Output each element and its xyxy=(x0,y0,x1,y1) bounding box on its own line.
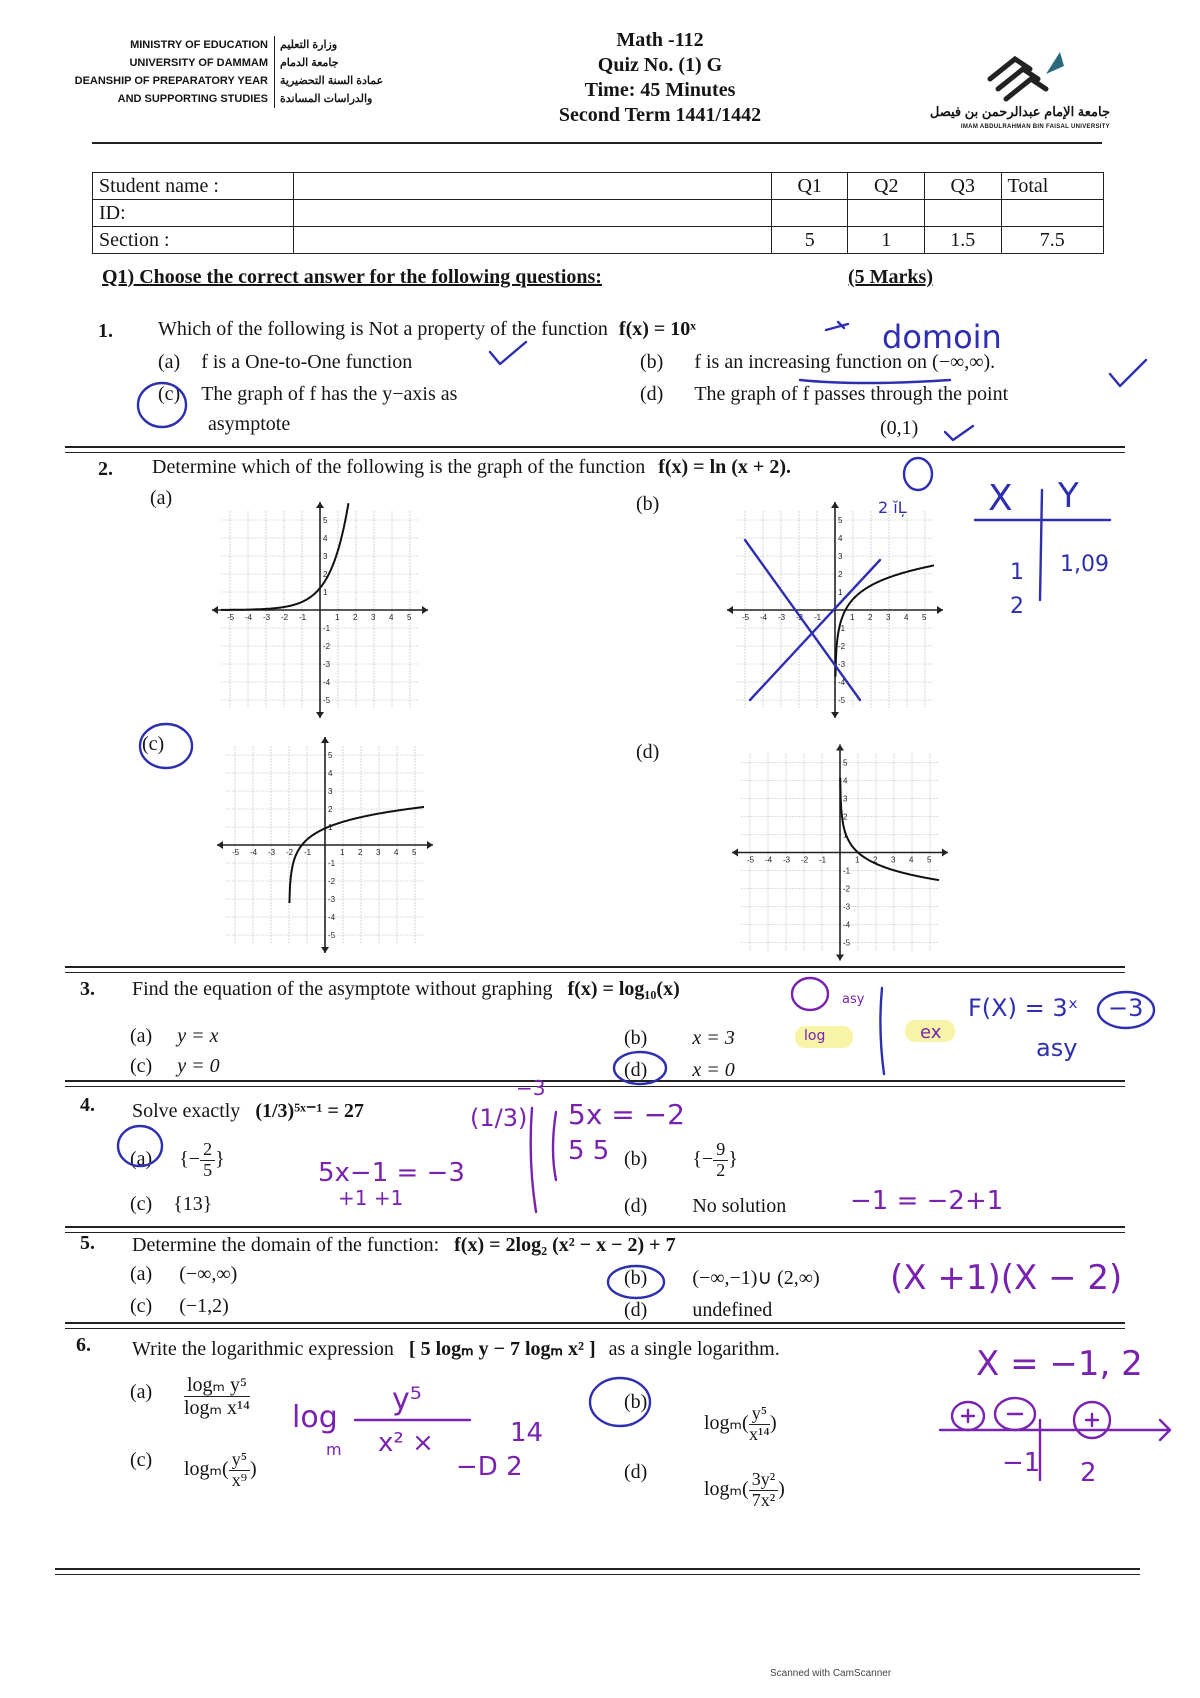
tick-label: 4 xyxy=(394,848,399,857)
question-function: f(x) = 2log₂ (x² − x − 2) + 7 xyxy=(454,1234,676,1256)
header-line-ar: عمادة السنة التحضيرية xyxy=(280,75,384,87)
option-label: (c) xyxy=(130,1193,153,1215)
tick-label: 1 xyxy=(843,830,848,840)
option-c-expr: logₘ( $\frac{\text{y⁵}}{\text{x⁹}}$ ) xyxy=(184,1449,257,1490)
handwritten-note: ex xyxy=(920,1022,942,1043)
handwritten-note: Y xyxy=(1058,476,1079,516)
option-text: The graph of f passes through the point xyxy=(694,383,1009,405)
handwritten-note: y⁵ xyxy=(392,1382,422,1417)
question-text: Solve exactly xyxy=(132,1100,241,1122)
fraction-denominator: 5 xyxy=(203,1159,213,1180)
quiz-time: Time: 45 Minutes xyxy=(584,79,736,101)
tick-label: 5 xyxy=(323,516,328,525)
tick-label: -3 xyxy=(263,613,271,622)
tick-label: 4 xyxy=(843,776,848,786)
q-number: 5. xyxy=(80,1232,95,1254)
option-label: (a) xyxy=(130,1381,153,1403)
tick-label: -5 xyxy=(323,696,331,705)
question-function: f(x) = ln (x + 2). xyxy=(658,456,791,478)
tick-label: -2 xyxy=(796,613,804,622)
course-title: Math -112 xyxy=(616,29,704,51)
q-number: 6. xyxy=(76,1334,91,1356)
tick-label: -2 xyxy=(843,884,851,894)
header-line-ar: جامعة الدمام xyxy=(280,57,339,69)
tick-label: -1 xyxy=(304,848,312,857)
tick-label: -5 xyxy=(747,855,755,865)
q3-marks: 1.5 xyxy=(925,227,1002,254)
log-prefix: logₘ( xyxy=(184,1457,229,1480)
handwritten-note: −3 xyxy=(516,1076,546,1100)
graph-option-b-label[interactable]: (b) xyxy=(636,493,660,515)
fraction-denominator: logₘ x¹⁴ xyxy=(184,1397,250,1419)
handwritten-note: log xyxy=(804,1028,826,1044)
tick-label: -4 xyxy=(838,678,846,687)
check-mark xyxy=(490,342,526,364)
tick-label: 1 xyxy=(838,588,843,597)
divider-mark xyxy=(553,1112,556,1180)
question-function: (1/3)⁵ˣ⁻¹ = 27 xyxy=(255,1100,364,1122)
quiz-number: Quiz No. (1) G xyxy=(597,54,723,76)
tick-label: -5 xyxy=(742,613,750,622)
header-line: DEANSHIP OF PREPARATORY YEAR xyxy=(75,72,275,90)
fraction-numerator: y⁵ xyxy=(749,1404,770,1425)
total-header: Total xyxy=(1001,173,1103,200)
question-function: f(x) = log₁₀(x) xyxy=(567,978,680,1000)
fraction-denominator: x¹⁴ xyxy=(748,1423,770,1444)
tick-label: 2 xyxy=(873,855,878,865)
q1-marks-label: (5 Marks) xyxy=(848,266,933,288)
circle-mark xyxy=(138,383,186,427)
option-text: The graph of f has the y−axis as xyxy=(201,383,458,405)
tick-label: 4 xyxy=(909,855,914,865)
handwritten-note: m xyxy=(326,1440,342,1459)
tick-label: 5 xyxy=(843,758,848,768)
question-text: Which of the following is Not a property of the function xyxy=(158,318,608,340)
tick-label: 4 xyxy=(389,613,394,622)
tick-label: -3 xyxy=(843,902,851,912)
handwritten-note: +1 +1 xyxy=(338,1186,404,1210)
tick-label: -1 xyxy=(814,613,822,622)
tick-label: 2 xyxy=(353,613,358,622)
fraction-denominator: x⁹ xyxy=(231,1469,247,1490)
fraction-numerator: y⁵ xyxy=(229,1450,250,1471)
tick-label: 5 xyxy=(412,848,417,857)
option-label: (a) xyxy=(130,1147,153,1170)
cross-out-mark xyxy=(745,540,880,700)
tick-label: 3 xyxy=(376,848,381,857)
graph-option-d-label[interactable]: (d) xyxy=(636,741,660,763)
tick-label: 2 xyxy=(838,570,843,579)
q3-header: Q3 xyxy=(925,173,1002,200)
tick-label: -3 xyxy=(778,613,786,622)
header-line: UNIVERSITY OF DAMMAM xyxy=(129,54,275,72)
handwritten-note: (1/3) xyxy=(470,1104,528,1132)
student-name-label: Student name : xyxy=(93,173,294,200)
handwritten-note: 5x = −2 xyxy=(568,1098,685,1131)
handwritten-note: asy xyxy=(842,992,865,1007)
q-number: 3. xyxy=(80,978,95,1000)
tick-label: 5 xyxy=(328,751,333,760)
option-text: {13} xyxy=(173,1193,213,1215)
university-name-en: IMAM ABDULRAHMAN BIN FAISAL UNIVERSITY xyxy=(960,124,1110,130)
tick-label: -5 xyxy=(232,848,240,857)
question-text-cont: as a single logarithm. xyxy=(608,1338,780,1360)
option-label: (a) xyxy=(158,351,181,373)
tick-label: 3 xyxy=(371,613,376,622)
handwritten-note: 14 xyxy=(510,1418,544,1448)
tick-label: -5 xyxy=(328,931,336,940)
tick-label: -1 xyxy=(843,866,851,876)
fraction-numerator: 9 xyxy=(713,1140,728,1161)
tick-label: -5 xyxy=(838,696,846,705)
circle-mark xyxy=(792,978,828,1010)
fraction-denominator: 2 xyxy=(716,1159,726,1180)
tick-label: -3 xyxy=(783,855,791,865)
option-text: y = x xyxy=(177,1025,219,1047)
graph-option-a-label[interactable]: (a) xyxy=(150,487,173,509)
handwritten-note: x² × xyxy=(378,1428,434,1458)
option-text: undefined xyxy=(692,1299,773,1321)
tick-label: -4 xyxy=(760,613,768,622)
handwritten-note: X = −1, 2 xyxy=(976,1344,1143,1384)
option-b[interactable]: (b) {− $\frac{9}{2}$ } xyxy=(624,1139,738,1180)
option-label: (c) xyxy=(130,1055,153,1077)
option-text: x = 0 xyxy=(692,1059,735,1081)
question-function: [ 5 logₘ y − 7 logₘ x² ] xyxy=(408,1338,596,1360)
handwritten-note: −D 2 xyxy=(456,1452,523,1482)
tick-label: 3 xyxy=(328,787,333,796)
option-label: (b) xyxy=(624,1027,648,1049)
option-label: (d) xyxy=(624,1299,648,1321)
tick-label: -4 xyxy=(250,848,258,857)
option-b-expr: logₘ( $\frac{\text{y⁵}}{\text{x¹⁴}}$ ) xyxy=(704,1403,777,1444)
divider-mark xyxy=(531,1108,536,1212)
option-text: f is an increasing function on (−∞,∞). xyxy=(694,351,996,373)
tick-label: -2 xyxy=(838,642,846,651)
handwritten-note: F(X) = 3ˣ xyxy=(968,994,1079,1022)
handwritten-note: 1,09 xyxy=(1060,552,1109,577)
tick-label: 1 xyxy=(323,588,328,597)
fraction-numerator: 3y² xyxy=(749,1470,778,1491)
question-text: Determine which of the following is the graph of the function xyxy=(152,456,646,478)
circle-mark xyxy=(608,1266,664,1298)
tick-label: 4 xyxy=(323,534,328,543)
tick-label: 5 xyxy=(922,613,927,622)
tick-label: 3 xyxy=(843,794,848,804)
tick-label: -3 xyxy=(323,660,331,669)
option-label: (d) xyxy=(624,1195,648,1217)
tick-label: -2 xyxy=(323,642,331,651)
option-text: x = 3 xyxy=(692,1027,735,1049)
circle-mark xyxy=(614,1052,666,1084)
circle-mark xyxy=(140,724,192,768)
tick-label: -3 xyxy=(838,660,846,669)
q-number: 1. xyxy=(98,320,113,342)
option-label: (c) xyxy=(158,383,181,405)
handwritten-note: 2 ĭĻ xyxy=(878,498,907,517)
tick-label: -1 xyxy=(323,624,331,633)
q-number: 4. xyxy=(80,1094,95,1116)
handwritten-note: 5 5 xyxy=(568,1136,610,1166)
handwritten-note: −1 = −2+1 xyxy=(850,1186,1004,1216)
fraction-numerator: logₘ y⁵ xyxy=(184,1374,250,1397)
tick-label: 5 xyxy=(407,613,412,622)
question-text: Determine the domain of the function: xyxy=(132,1234,440,1256)
check-mark xyxy=(945,426,973,440)
tick-label: 2 xyxy=(328,805,333,814)
tick-label: 4 xyxy=(328,769,333,778)
option-text: (−∞,∞) xyxy=(179,1263,238,1285)
underline-mark xyxy=(800,380,950,383)
term: Second Term 1441/1442 xyxy=(558,104,762,126)
tick-label: 3 xyxy=(838,552,843,561)
option-label: (a) xyxy=(130,1025,153,1047)
handwritten-note: asy xyxy=(1036,1034,1078,1062)
tick-label: 5 xyxy=(927,855,932,865)
option-label: (c) xyxy=(130,1295,153,1317)
tick-label: -3 xyxy=(268,848,276,857)
tick-label: -1 xyxy=(819,855,827,865)
tick-label: 2 xyxy=(868,613,873,622)
handwritten-note: 1 xyxy=(1010,560,1024,585)
tick-label: 5 xyxy=(838,516,843,525)
tick-label: -1 xyxy=(299,613,307,622)
log-prefix: logₘ( xyxy=(704,1411,749,1434)
tick-label: -5 xyxy=(843,938,851,948)
option-label: (d) xyxy=(624,1059,648,1081)
tick-label: 2 xyxy=(358,848,363,857)
tick-label: -4 xyxy=(843,920,851,930)
log-prefix: logₘ( xyxy=(704,1477,749,1500)
option-text: (−∞,−1)∪ (2,∞) xyxy=(692,1267,820,1289)
handwritten-note: −3 xyxy=(1108,994,1144,1022)
q2-marks: 1 xyxy=(848,227,925,254)
tick-label: -1 xyxy=(838,624,846,633)
tick-label: 2 xyxy=(323,570,328,579)
option-label: (c) xyxy=(130,1449,153,1471)
option-text: No solution xyxy=(692,1195,787,1217)
tick-label: -4 xyxy=(323,678,331,687)
option-label: (d) xyxy=(640,383,664,405)
option-label: (d) xyxy=(624,1461,648,1483)
tick-label: -4 xyxy=(245,613,253,622)
tick-label: 2 xyxy=(843,812,848,822)
option-a[interactable]: (a) {− $\frac{2}{5}$ } xyxy=(130,1139,225,1180)
tick-label: 1 xyxy=(335,613,340,622)
q1-marks: 5 xyxy=(771,227,848,254)
fraction-denominator: 7x² xyxy=(751,1489,776,1510)
circle-mark xyxy=(118,1126,162,1166)
tick-label: 3 xyxy=(323,552,328,561)
university-name-ar: جامعة الإمام عبدالرحمن بن فيصل xyxy=(929,104,1110,119)
id-label: ID: xyxy=(93,200,294,227)
option-label: (b) xyxy=(624,1267,648,1289)
option-text: y = 0 xyxy=(177,1055,220,1077)
question-function: f(x) = 10ˣ xyxy=(618,318,697,340)
divider-mark xyxy=(880,988,884,1074)
handwritten-note: −1 xyxy=(1002,1448,1041,1478)
circle-mark xyxy=(904,458,932,490)
option-d-cont: (0,1) xyxy=(880,417,919,439)
tick-label: 4 xyxy=(904,613,909,622)
q1-title: Q1) Choose the correct answer for the following questions: xyxy=(102,266,602,288)
tick-label: -2 xyxy=(286,848,294,857)
question-text: Find the equation of the asymptote without graphing xyxy=(132,978,553,1000)
option-label: (b) xyxy=(624,1147,648,1170)
tick-label: -3 xyxy=(328,895,336,904)
handwritten-note: 5x−1 = −3 xyxy=(318,1158,465,1188)
handwritten-note: 2 xyxy=(1080,1458,1097,1488)
option-label: (a) xyxy=(130,1263,153,1285)
header-line: MINISTRY OF EDUCATION xyxy=(130,36,275,54)
header-line-ar: والدراسات المساندة xyxy=(280,93,373,105)
option-c-cont: asymptote xyxy=(208,413,291,435)
circle-mark xyxy=(590,1378,650,1426)
q2-header: Q2 xyxy=(848,173,925,200)
tick-label: 3 xyxy=(886,613,891,622)
graph-option-c-label[interactable]: (c) xyxy=(142,733,165,755)
question-text: Write the logarithmic expression xyxy=(132,1338,394,1360)
tick-label: 3 xyxy=(891,855,896,865)
option-text: (−1,2) xyxy=(179,1295,229,1317)
handwritten-note: 2 xyxy=(1010,594,1024,619)
option-text: f is a One-to-One function xyxy=(201,351,413,373)
tick-label: 1 xyxy=(340,848,345,857)
arrow-mark xyxy=(826,322,848,330)
fraction-numerator: 2 xyxy=(200,1140,215,1161)
total-marks: 7.5 xyxy=(1001,227,1103,254)
handwritten-note: (X +1)(X − 2) xyxy=(890,1258,1123,1298)
tick-label: 1 xyxy=(328,823,333,832)
q1-header: Q1 xyxy=(771,173,848,200)
tick-label: -1 xyxy=(328,859,336,868)
tick-label: -2 xyxy=(801,855,809,865)
scan-footer: Scanned with CamScanner xyxy=(770,1668,892,1679)
tick-label: -4 xyxy=(765,855,773,865)
q-number: 2. xyxy=(98,458,113,480)
handwritten-note: domoin xyxy=(882,318,1002,356)
tick-label: -2 xyxy=(281,613,289,622)
handwritten-note: X xyxy=(988,478,1013,519)
tick-label: -2 xyxy=(328,877,336,886)
tick-label: 1 xyxy=(850,613,855,622)
option-label: (b) xyxy=(624,1391,648,1413)
header-line-ar: وزارة التعليم xyxy=(280,39,338,51)
tick-label: 4 xyxy=(838,534,843,543)
check-mark xyxy=(1110,360,1146,386)
tick-label: -4 xyxy=(328,913,336,922)
section-label: Section : xyxy=(93,227,294,254)
option-d-expr: logₘ( $\frac{\text{3y²}}{\text{7x²}}$ ) xyxy=(704,1469,785,1510)
option-label: (b) xyxy=(640,351,664,373)
header-line: AND SUPPORTING STUDIES xyxy=(118,90,275,108)
handwritten-note: log xyxy=(292,1400,338,1435)
tick-label: -5 xyxy=(227,613,235,622)
tick-label: 1 xyxy=(855,855,860,865)
